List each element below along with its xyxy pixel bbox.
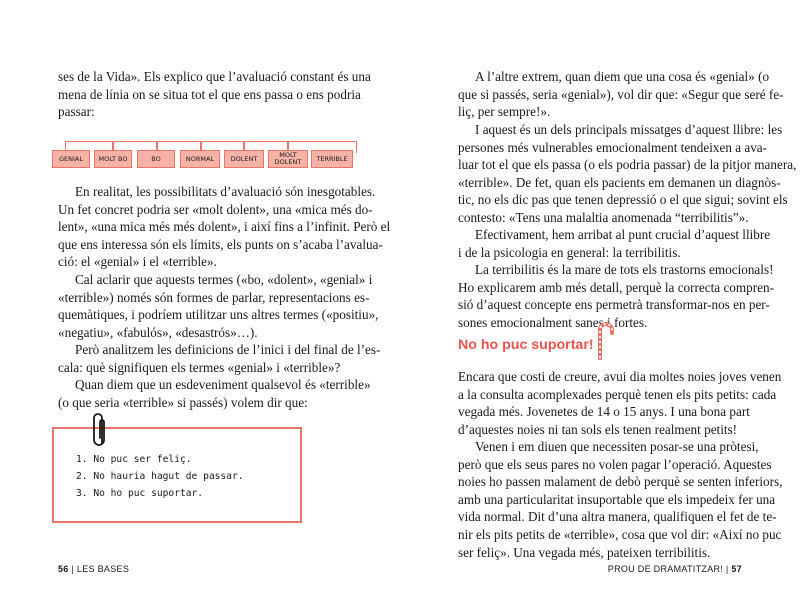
text-line: Un fet concret podria ser «molt dolent», una «mica més do- bbox=[58, 201, 373, 217]
text-line: tic, no els dic pas que tenen depressió o el que sigui; sovint els bbox=[458, 192, 788, 208]
left-para-5 bbox=[58, 376, 371, 411]
text-line: Efectivament, hem arribat al punt crucial d’aquest llibre bbox=[475, 227, 771, 242]
text-line: lent», «una mica més més dolent», i així fins a l’infinit. Però el bbox=[58, 219, 391, 235]
text-line: Encara que costi de creure, avui dia moltes noies joves venen bbox=[458, 369, 782, 384]
scale-tick bbox=[287, 141, 289, 150]
text-line: vegada més. Jovenetes de 14 o 15 anys. I una bona part bbox=[458, 404, 750, 420]
text-line: La terribilitis és la mare de tots els trastorns emocionals! bbox=[475, 262, 774, 277]
right-footer bbox=[608, 564, 742, 574]
text-line: I aquest és un dels principals missatges d’aquest llibre: les bbox=[475, 122, 783, 137]
scale-tick bbox=[112, 141, 114, 150]
text-line: Venen i em diuen que necessiten posar-se una pròtesi, bbox=[475, 439, 759, 454]
text-line: nir els pits petits de «terrible», cosa que vol dir: «Així no puc bbox=[458, 526, 782, 542]
running-head: PROU DE DRAMATITZAR! bbox=[607, 564, 724, 574]
text-line: A l’altre extrem, quan diem que una cosa és «genial» (o bbox=[475, 69, 770, 84]
scale-box-normal: NORMAL bbox=[180, 150, 220, 168]
text-line: amb una particularitat insuportable que els impedeix fer una bbox=[458, 491, 776, 507]
scale-box-molt-dolent: MOLT DOLENT bbox=[268, 150, 308, 168]
text-line: sones emocionalment sanes i fortes. bbox=[458, 314, 648, 330]
text-line: ses de la Vida». Els explico que l’avaluació constant és una bbox=[58, 69, 371, 84]
right-para-6 bbox=[458, 438, 783, 561]
text-line: a la consulta acomplexades perquè tenen els pits petits: cada bbox=[458, 386, 777, 402]
running-head: LES BASES bbox=[76, 564, 130, 574]
text-line: quemàtiques, i podríem utilitzar uns altres termes («positiu», bbox=[58, 307, 379, 323]
scale-box-dolent: DOLENT bbox=[224, 150, 264, 168]
text-line: liç, per sempre!». bbox=[458, 104, 551, 120]
note-card bbox=[52, 427, 302, 523]
right-para-5 bbox=[458, 368, 782, 438]
scale-box-terrible: TERRIBLE bbox=[311, 150, 353, 168]
text-line: mena de línia on se situa tot el que ens passa o ens podria bbox=[58, 86, 361, 102]
scale-box-bo: BO bbox=[137, 150, 175, 168]
note-item: 3. No ho puc suportar. bbox=[76, 488, 204, 499]
text-line: En realitat, les possibilitats d’avaluació són inesgotables. bbox=[75, 184, 376, 199]
text-line: «negatiu», «fabulós», «desastrós»…). bbox=[58, 324, 258, 340]
text-line: (o que seria «terrible» si passés) volem dir que: bbox=[58, 394, 308, 410]
text-line: cala: què signifiquen els termes «genial» i «terrible»? bbox=[58, 359, 341, 375]
footer-separator: | bbox=[71, 564, 77, 574]
text-line: que si passés, seria «genial»), vol dir que: «Segur que seré fe- bbox=[458, 86, 784, 102]
text-line: Però analitzem les definicions de l’inici i del final de l’es- bbox=[75, 342, 381, 357]
text-line: i de la psicologia en general: la terribilitis. bbox=[458, 244, 681, 260]
text-line: luar tot el que els passa (o els podria passar) de la pitjor manera, bbox=[458, 157, 797, 173]
section-heading: No ho puc suportar! bbox=[458, 337, 594, 353]
text-line: passar: bbox=[58, 104, 95, 120]
text-line: però que els seus pares no volen pagar l’operació. Aquestes bbox=[458, 456, 772, 472]
text-line: Cal aclarir que aquests termes («bo, «dolent», «genial» i bbox=[75, 272, 373, 287]
scale-tick bbox=[200, 141, 202, 150]
text-line: «terrible». De fet, quan els pacients em demanen un diagnòs- bbox=[458, 174, 781, 190]
scale-box-molt-bo: MOLT BO bbox=[94, 150, 132, 168]
scale-box-genial: GENIAL bbox=[52, 150, 90, 168]
text-line: Quan diem que un esdeveniment qualsevol és «terrible» bbox=[75, 377, 371, 392]
text-line: ció: el «genial» i el «terrible». bbox=[58, 254, 217, 270]
page-number: 57 bbox=[731, 564, 742, 574]
right-para-3 bbox=[458, 226, 771, 261]
footer-separator: | bbox=[725, 564, 732, 574]
text-line: noies ho passen malament de debò perquè se senten inferiors, bbox=[458, 474, 783, 490]
right-page bbox=[400, 0, 800, 614]
scale-tick bbox=[156, 141, 158, 150]
text-line: contesto: «Tens una malaltia anomenada “terribilitis”». bbox=[458, 209, 749, 225]
text-line: que ens interessa són els límits, els punts on s’acaba l’avalua- bbox=[58, 236, 383, 252]
text-line: «terrible») només són formes de parlar, representacions es- bbox=[58, 289, 370, 305]
left-para-1 bbox=[58, 68, 371, 121]
paperclip-icon bbox=[92, 410, 106, 450]
left-footer bbox=[58, 564, 129, 574]
text-line: vida normal. Dit d’una altra manera, qualifiquen el fet de te- bbox=[458, 509, 777, 525]
text-line: d’aquestes noies ni tan sols els tenen realment petits! bbox=[458, 421, 738, 437]
text-line: sió d’aquest concepte ens permetrà transformar-nos en per- bbox=[458, 297, 770, 313]
scale-tick bbox=[243, 141, 245, 150]
page-number: 56 bbox=[58, 564, 69, 574]
right-para-1 bbox=[458, 68, 784, 121]
text-line: persones més vulnerables emocionalment tendeixen a ava- bbox=[458, 139, 768, 155]
candy-cane-icon bbox=[594, 318, 616, 360]
note-item: 2. No hauria hagut de passar. bbox=[76, 471, 244, 482]
left-para-4 bbox=[58, 341, 381, 376]
text-line: ser feliç». Una vegada més, pateixen terribilitis. bbox=[458, 544, 711, 560]
note-list bbox=[76, 451, 244, 502]
right-para-2 bbox=[458, 121, 797, 227]
left-para-3 bbox=[58, 271, 379, 341]
left-para-2 bbox=[58, 183, 391, 271]
text-line: Ho explicarem amb més detall, perquè la correcta compren- bbox=[458, 279, 774, 295]
note-item: 1. No puc ser feliç. bbox=[76, 454, 192, 465]
